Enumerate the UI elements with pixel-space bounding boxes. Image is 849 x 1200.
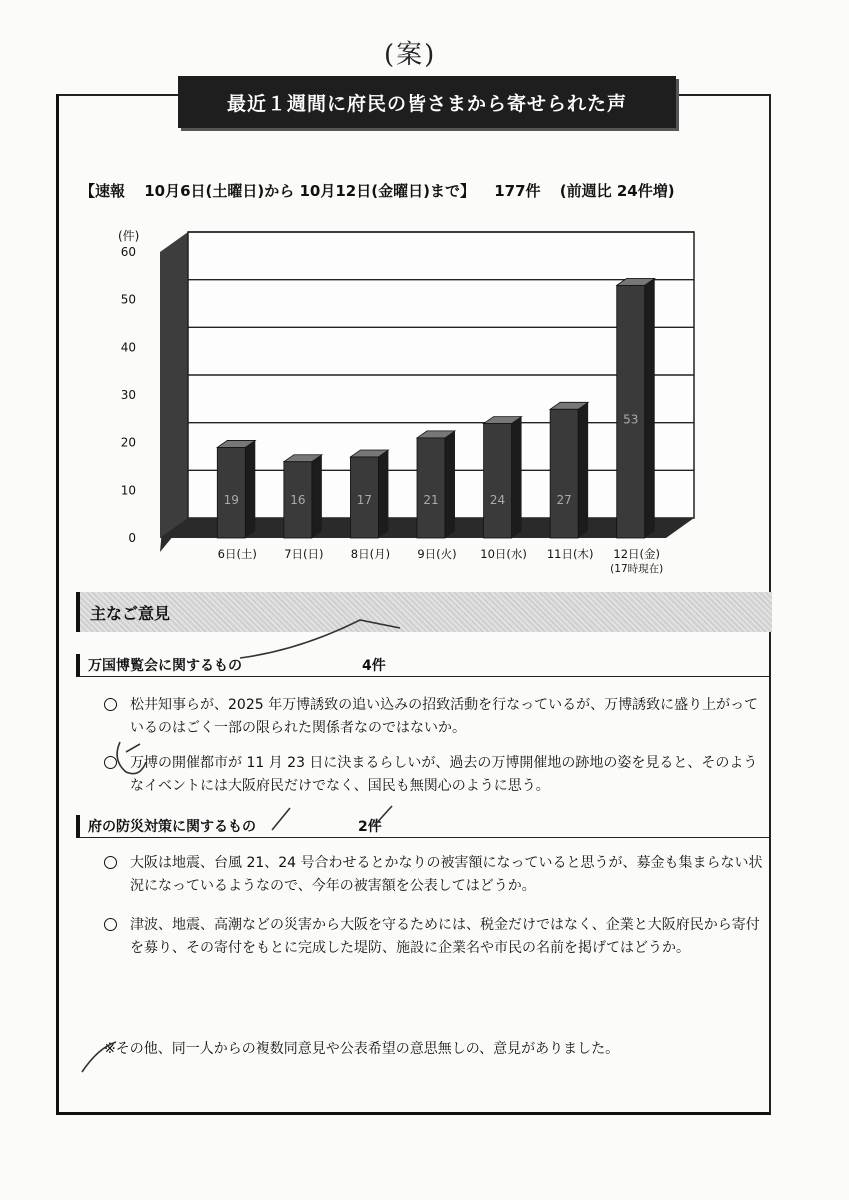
page-title: 最近１週間に府民の皆さまから寄せられた声 xyxy=(178,76,676,128)
circle-bullet-icon xyxy=(104,698,117,711)
bar-side xyxy=(578,402,588,538)
category-header-expo xyxy=(76,654,770,677)
y-tick-label: 50 xyxy=(120,292,136,307)
x-tick-label: 11日(木) xyxy=(546,547,594,561)
report-summary xyxy=(80,180,689,201)
daily-count-bar-chart xyxy=(90,222,710,584)
y-tick-label: 60 xyxy=(120,245,136,259)
report-label: 【速報 xyxy=(80,182,126,200)
bar xyxy=(417,438,445,538)
x-tick-label: 6日(土) xyxy=(217,547,257,561)
opinion-item xyxy=(104,694,764,740)
bar xyxy=(484,424,512,538)
bar-value-label: 27 xyxy=(556,493,572,507)
bar-value-label: 16 xyxy=(290,493,306,507)
section-title: 主なご意見 xyxy=(90,604,171,623)
bar-value-label: 17 xyxy=(356,493,373,507)
bar-value-label: 24 xyxy=(489,493,506,507)
chart-unit-label: (件) xyxy=(118,229,140,243)
x-tick-label: 8日(月) xyxy=(350,547,391,561)
category-count: 4件 xyxy=(362,658,386,674)
report-comparison: (前週比 24件増) xyxy=(559,182,675,200)
bar-side xyxy=(378,450,388,538)
x-tick-label: 12日(金) xyxy=(613,547,661,561)
circle-bullet-icon xyxy=(104,918,117,931)
opinion-item xyxy=(104,752,764,798)
report-period: 10月6日(土曜日)から 10月12日(金曜日)まで】 xyxy=(144,182,475,200)
bar-value-label: 19 xyxy=(223,493,239,507)
category-name: 府の防災対策に関するもの xyxy=(88,819,256,835)
x-tick-label: 10日(水) xyxy=(480,547,527,561)
chart-side-wall-face xyxy=(160,232,188,538)
bar-value-label: 21 xyxy=(423,493,439,507)
opinion-text: 大阪は地震、台風 21、24 号合わせるとかなりの被害額になっていると思うが、募金も集まらない状況になっているようなので、今年の被害額を公表してはどうか。 xyxy=(130,855,763,894)
y-tick-label: 30 xyxy=(120,388,136,402)
bar-side xyxy=(245,440,255,538)
opinion-text: 松井知事らが、2025 年万博誘致の追い込みの招致活動を行なっているが、万博誘致に盛り上がっているのはごく一部の限られた関係者なのではないか。 xyxy=(130,697,759,736)
category-header-disaster xyxy=(76,815,770,838)
x-tick-note: (17時現在) xyxy=(610,563,664,575)
y-tick-label: 20 xyxy=(120,435,136,450)
opinion-text: 万博の開催都市が 11 月 23 日に決まるらしいが、過去の万博開催地の跡地の姿を見ると、そのようなイベントには大阪府民だけでなく、国民も無関心のように思う。 xyxy=(130,755,758,794)
x-tick-label: 7日(日) xyxy=(284,547,324,561)
circle-bullet-icon xyxy=(104,856,117,869)
bar-side xyxy=(645,278,655,538)
bar-side xyxy=(445,431,455,538)
y-tick-label: 0 xyxy=(128,531,136,545)
section-header xyxy=(76,592,772,632)
bar-value-label: 53 xyxy=(623,412,639,427)
bar-side xyxy=(512,417,522,538)
category-count: 2件 xyxy=(358,819,382,835)
category-name: 万国博覧会に関するもの xyxy=(88,658,242,674)
y-tick-label: 10 xyxy=(120,483,136,498)
opinion-item xyxy=(104,852,764,898)
handwritten-draft-mark: (案) xyxy=(384,40,437,70)
y-tick-label: 40 xyxy=(120,340,136,355)
x-tick-label: 9日(火) xyxy=(417,547,457,561)
footnote: ※その他、同一人からの複数同意見や公表希望の意思無しの、意見がありました。 xyxy=(104,1041,620,1057)
opinion-text: 津波、地震、高潮などの災害から大阪を守るためには、税金だけではなく、企業と大阪府民から寄付を募り、その寄付をもとに完成した堤防、施設に企業名や市民の名前を掲げてはどうか。 xyxy=(130,917,760,956)
report-total: 177件 xyxy=(494,182,541,200)
bar-side xyxy=(312,455,322,538)
opinion-item xyxy=(104,914,764,960)
bar xyxy=(550,409,578,538)
circle-bullet-icon xyxy=(104,756,117,769)
